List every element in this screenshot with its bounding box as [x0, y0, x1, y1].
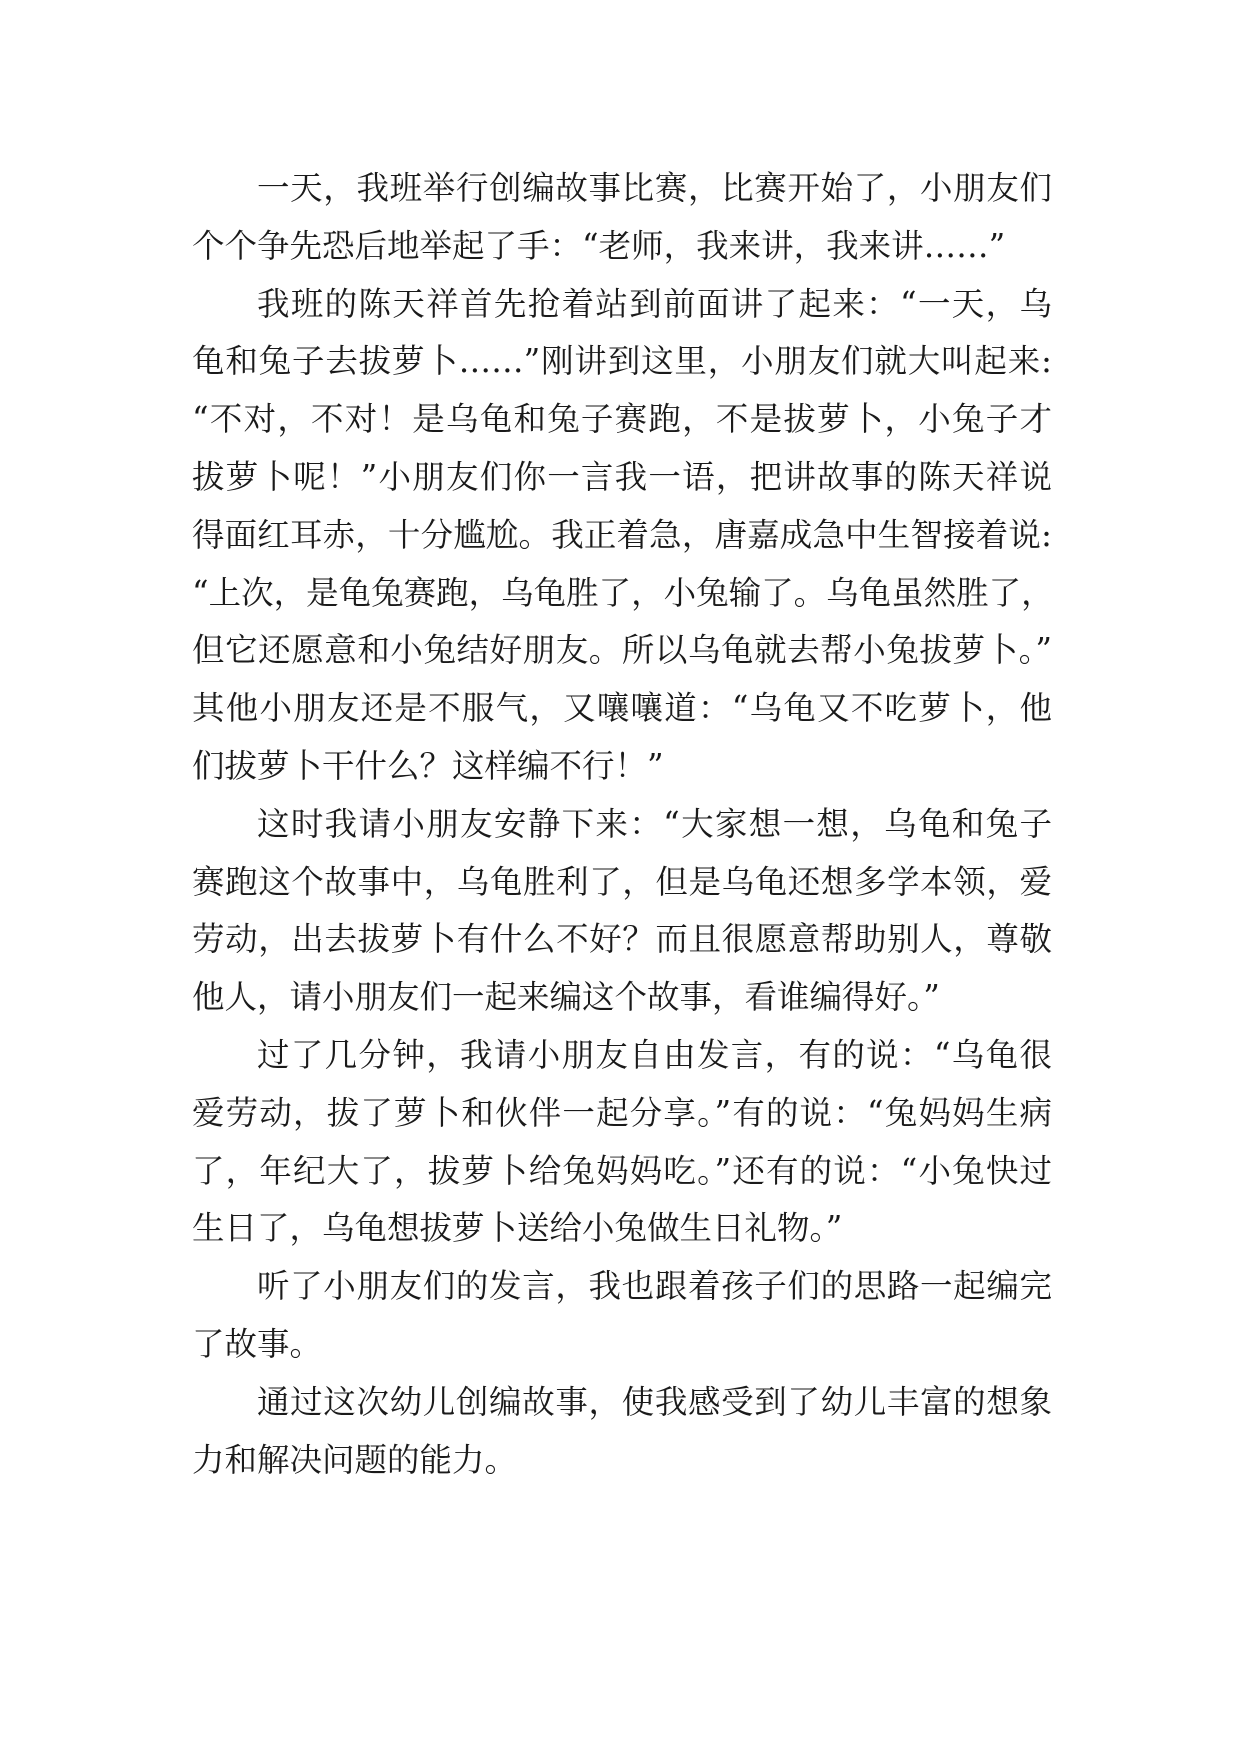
text-line: 爱劳动，拔了萝卜和伙伴一起分享。”有的说：“兔妈妈生病 [192, 1093, 1052, 1132]
text-line: “不对，不对！是乌龟和兔子赛跑，不是拔萝卜，小兔子才 [192, 400, 1052, 439]
text-line: “上次，是龟兔赛跑，乌龟胜了，小兔输了。乌龟虽然胜了， [192, 573, 1054, 612]
text-line: 这时我请小朋友安静下来：“大家想一想，乌龟和兔子 [257, 804, 1052, 843]
text-line: 赛跑这个故事中，乌龟胜利了，但是乌龟还想多学本领，爱 [192, 862, 1052, 901]
text-line: 得面红耳赤，十分尴尬。我正着急，唐嘉成急中生智接着说: [192, 515, 1052, 554]
text-line: 们拔萝卜干什么？这样编不行！” [192, 746, 664, 785]
paragraph-6 [192, 1374, 1052, 1490]
text-line: 听了小朋友们的发言，我也跟着孩子们的思路一起编完 [257, 1267, 1052, 1306]
text-line: 了故事。 [192, 1324, 323, 1363]
text-line: 其他小朋友还是不服气，又嚷嚷道：“乌龟又不吃萝卜，他 [192, 689, 1052, 728]
document-body [192, 160, 1052, 1489]
text-line: 龟和兔子去拔萝卜……”刚讲到这里，小朋友们就大叫起来: [192, 342, 1052, 381]
paragraph-4 [192, 1027, 1052, 1258]
text-line: 我班的陈天祥首先抢着站到前面讲了起来：“一天，乌 [257, 284, 1052, 323]
text-line: 了，年纪大了，拔萝卜给兔妈妈吃。”还有的说：“小兔快过 [192, 1151, 1052, 1190]
text-line: 他人，请小朋友们一起来编这个故事，看谁编得好。” [192, 978, 940, 1017]
paragraph-5 [192, 1258, 1052, 1374]
text-line: 一天，我班举行创编故事比赛，比赛开始了，小朋友们 [257, 169, 1052, 207]
text-line: 个个争先恐后地举起了手：“老师，我来讲，我来讲……” [192, 226, 1006, 265]
text-line: 过了几分钟，我请小朋友自由发言，有的说：“乌龟很 [257, 1035, 1052, 1074]
text-line: 但它还愿意和小兔结好朋友。所以乌龟就去帮小兔拔萝卜。” [192, 631, 1052, 670]
text-line: 生日了，乌龟想拔萝卜送给小兔做生日礼物。” [192, 1209, 843, 1248]
text-line: 拔萝卜呢！”小朋友们你一言我一语，把讲故事的陈天祥说 [192, 457, 1052, 496]
paragraph-1 [192, 160, 1052, 276]
paragraph-3 [192, 796, 1052, 1027]
text-line: 通过这次幼儿创编故事，使我感受到了幼儿丰富的想象 [257, 1382, 1052, 1421]
paragraph-2 [192, 276, 1052, 796]
text-line: 力和解决问题的能力。 [192, 1440, 518, 1479]
text-line: 劳动，出去拔萝卜有什么不好？而且很愿意帮助别人，尊敬 [192, 920, 1052, 959]
